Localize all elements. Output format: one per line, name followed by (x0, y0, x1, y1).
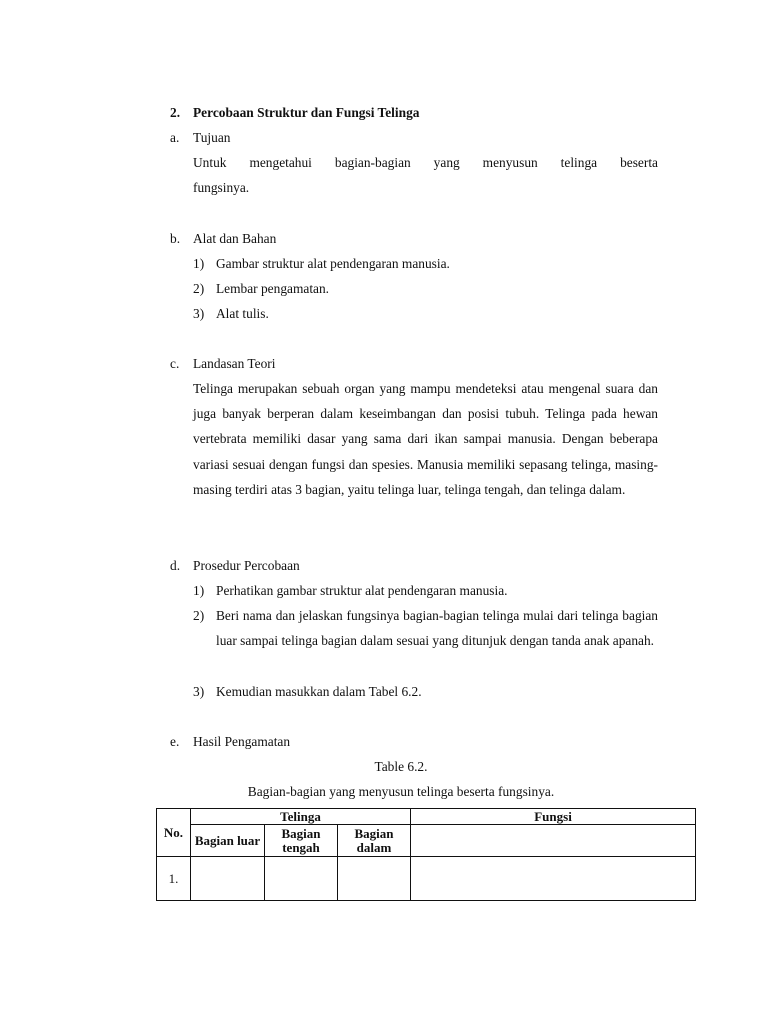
alat-item-text: Lembar pengamatan. (216, 281, 330, 296)
row-dalam-cell (338, 857, 411, 901)
table-row (157, 857, 696, 901)
section-title: Percobaan Struktur dan Fungsi Telinga (193, 105, 420, 120)
tujuan-line2: fungsinya. (193, 180, 250, 195)
prosedur-item-text: Kemudian masukkan dalam Tabel 6.2. (216, 684, 422, 699)
alat-item-text: Alat tulis. (216, 306, 269, 321)
alat-item-num: 1) (193, 256, 205, 271)
teori-marker: c. (170, 356, 180, 371)
tujuan-label: Tujuan (193, 130, 231, 145)
prosedur-label: Prosedur Percobaan (193, 558, 300, 573)
alat-item-num: 3) (193, 306, 205, 321)
prosedur-item-num: 1) (193, 583, 205, 598)
tujuan-marker: a. (170, 130, 180, 145)
observation-table (156, 808, 696, 901)
teori-paragraph: Telinga merupakan sebuah organ yang mampu mendeteksi atau mengenal suara dan juga banyak berperan dalam keseimbangan dan posisi tubuh. Telinga pada hewan vertebrata memiliki dasar yang sama dari ikan sampai manusia. Dengan beberapa variasi sesuai dengan fungsi dan spesies. Manusia memiliki sepasang telinga, masing-masing terdiri atas 3 bagian, yaitu telinga luar, telinga tengah, dan telinga dalam. (193, 381, 658, 497)
row-tengah-cell (265, 857, 338, 901)
alat-item-num: 2) (193, 281, 205, 296)
sub-dalam-header: Bagian dalam (338, 825, 411, 857)
row-no-cell: 1. (157, 857, 191, 901)
col-no-header: No. (157, 809, 191, 857)
prosedur-item-text: Beri nama dan jelaskan fungsinya bagian-bagian telinga mulai dari telinga bagian luar sampai telinga bagian dalam sesuai yang ditunjuk dengan tanda anak apanah. (216, 608, 658, 649)
col-telinga-header: Telinga (191, 809, 411, 825)
table-caption: Bagian-bagian yang menyusun telinga beserta fungsinya. (247, 784, 555, 799)
row-fungsi-cell (411, 857, 696, 901)
prosedur-item-num: 3) (193, 684, 205, 699)
sub-tengah-header: Bagian tengah (265, 825, 338, 857)
hasil-label: Hasil Pengamatan (193, 734, 291, 749)
section-number: 2. (170, 105, 181, 120)
prosedur-item-num: 2) (193, 608, 205, 623)
fungsi-sub-cell (411, 825, 696, 857)
sub-luar-header: Bagian luar (191, 825, 265, 857)
table-title: Table 6.2. (374, 759, 428, 774)
tujuan-line1: Untuk mengetahui bagian-bagian yang menyusun telinga beserta (193, 155, 658, 170)
col-fungsi-header: Fungsi (411, 809, 696, 825)
alat-marker: b. (170, 231, 181, 246)
hasil-marker: e. (170, 734, 180, 749)
prosedur-marker: d. (170, 558, 181, 573)
teori-label: Landasan Teori (193, 356, 276, 371)
prosedur-item-text: Perhatikan gambar struktur alat pendengaran manusia. (216, 583, 508, 598)
alat-item-text: Gambar struktur alat pendengaran manusia. (216, 256, 450, 271)
alat-label: Alat dan Bahan (193, 231, 277, 246)
row-luar-cell (191, 857, 265, 901)
